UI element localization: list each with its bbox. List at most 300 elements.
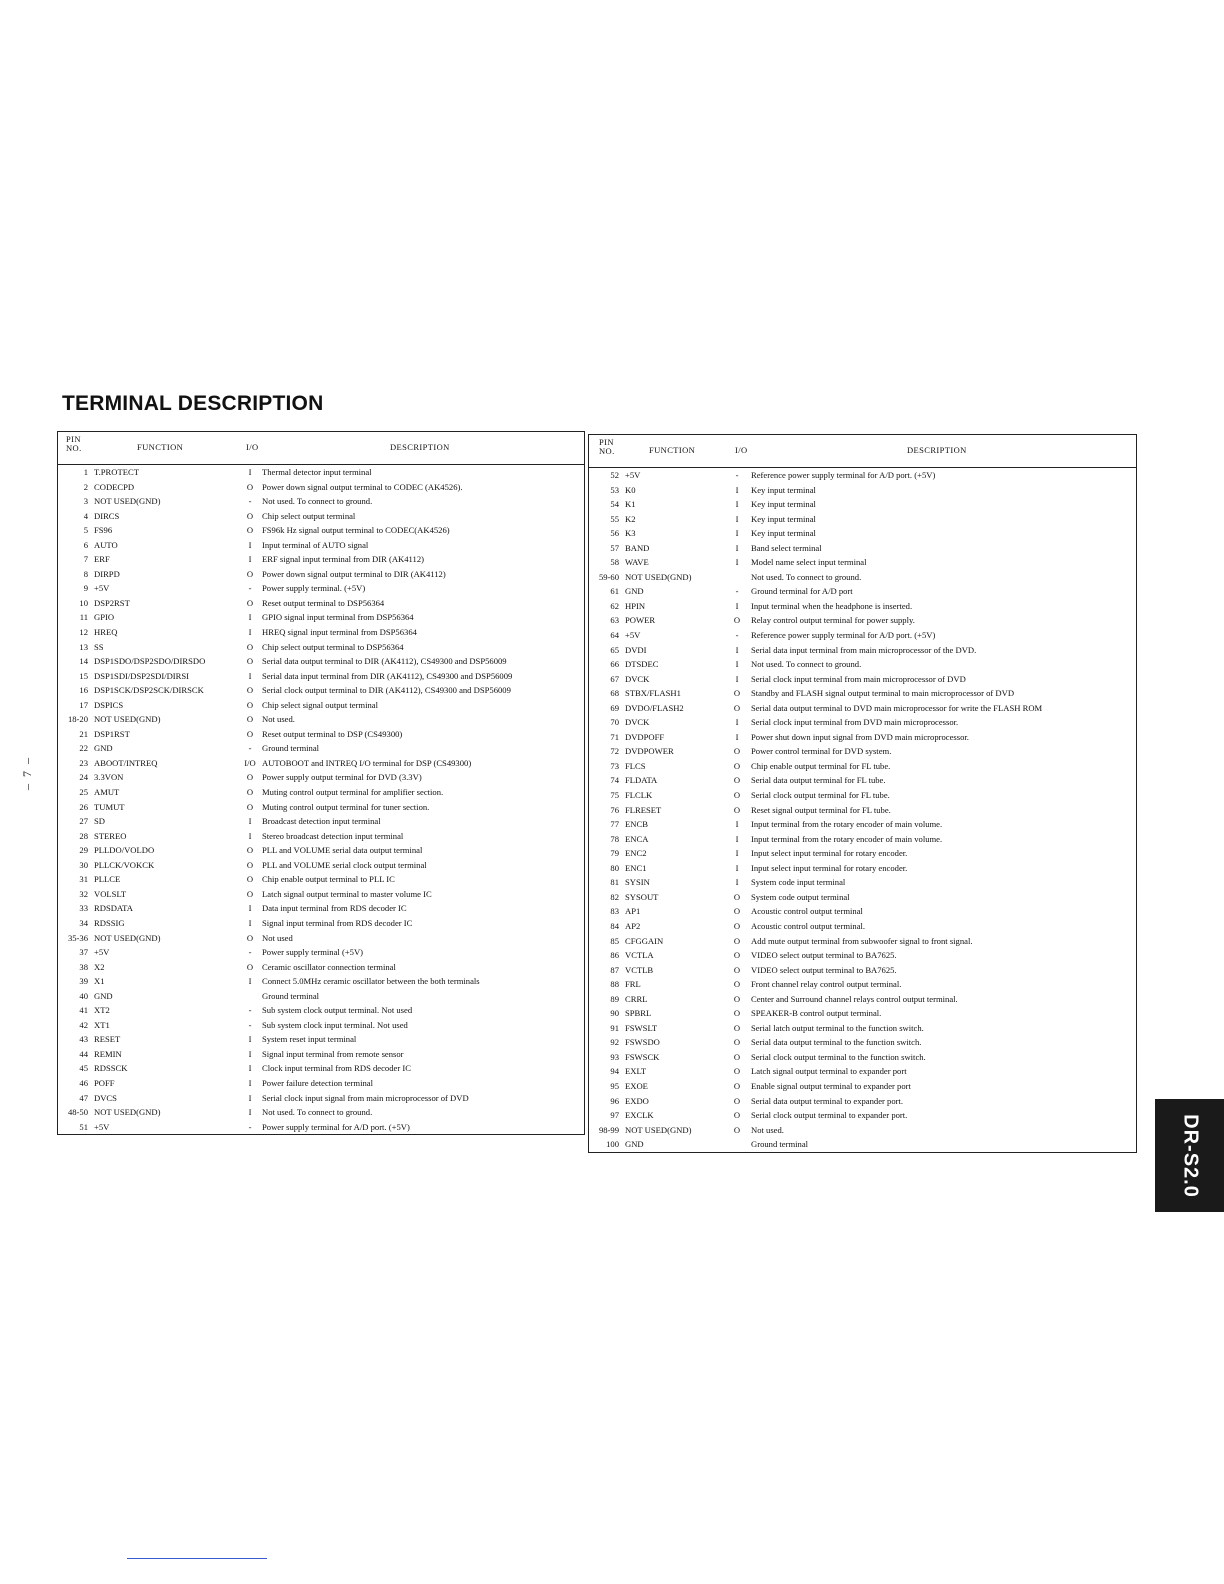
io-cell: O (733, 1124, 741, 1135)
function-cell: ABOOT/INTREQ (94, 757, 158, 768)
pin-cell: 1 (83, 467, 88, 477)
function-cell: RESET (94, 1034, 121, 1045)
description-cell: Center and Surround channel relays control output terminal. (751, 993, 958, 1004)
function-cell: T.PROTECT (94, 467, 139, 477)
function-cell: X1 (94, 976, 105, 987)
io-cell: - (248, 583, 252, 594)
description-cell: Serial data output terminal to the function switch. (751, 1037, 922, 1048)
description-cell: System reset input terminal (262, 1034, 357, 1045)
description-cell: Key input terminal (751, 499, 816, 510)
function-cell: FS96 (94, 525, 113, 536)
function-cell: 3.3VON (94, 772, 124, 783)
table-row (589, 1006, 1136, 1021)
io-cell: I (248, 539, 252, 550)
function-cell: RDSSCK (94, 1063, 128, 1074)
io-cell: I (248, 830, 252, 841)
terminal-table-right (588, 434, 1137, 1153)
function-cell: CODECPD (94, 481, 135, 492)
pin-cell: 57 (610, 542, 619, 553)
table-row (589, 832, 1136, 847)
pin-cell: 82 (610, 891, 619, 902)
pin-cell: 42 (79, 1019, 88, 1030)
io-cell: I (735, 877, 739, 888)
io-cell: O (733, 775, 741, 786)
function-cell: POWER (625, 615, 656, 626)
io-cell: O (733, 746, 741, 757)
table-row (58, 683, 584, 698)
table-row (58, 785, 584, 800)
io-cell: O (733, 906, 741, 917)
pin-cell: 90 (610, 1008, 619, 1019)
header-function: FUNCTION (137, 442, 184, 452)
table-row (589, 992, 1136, 1007)
table-row (589, 919, 1136, 934)
table-row (58, 989, 584, 1004)
function-cell: EXLT (625, 1066, 647, 1077)
table-row (589, 759, 1136, 774)
table-row (589, 1035, 1136, 1050)
table-row (58, 756, 584, 771)
io-cell: O (733, 1080, 741, 1091)
table-row (58, 945, 584, 960)
function-cell: TUMUT (94, 801, 125, 812)
function-cell: CFGGAIN (625, 935, 664, 946)
table-row (58, 974, 584, 989)
function-cell: DSP2RST (94, 597, 130, 608)
io-cell: O (733, 688, 741, 699)
pin-cell: 81 (610, 877, 619, 888)
table-row (58, 654, 584, 669)
table-row (58, 1076, 584, 1091)
io-cell: I (735, 557, 739, 568)
description-cell: Front channel relay control output terminal. (751, 979, 902, 990)
function-cell: K2 (625, 513, 636, 524)
pin-cell: 97 (610, 1110, 619, 1121)
header-io: I/O (246, 442, 259, 452)
function-cell: VOLSLT (94, 888, 127, 899)
function-cell: EXDO (625, 1095, 649, 1106)
description-cell: FS96k Hz signal output terminal to CODEC(AK4526) (262, 525, 450, 536)
io-cell: - (248, 947, 252, 958)
pin-cell: 34 (79, 917, 88, 928)
description-cell: Power control terminal for DVD system. (751, 746, 892, 757)
pin-cell: 73 (610, 760, 619, 771)
table-row (58, 1120, 584, 1135)
function-cell: K1 (625, 499, 636, 510)
table-row (58, 727, 584, 742)
pin-cell: 87 (610, 964, 619, 975)
description-cell: Muting control output terminal for tuner section. (262, 801, 430, 812)
io-cell: O (733, 615, 741, 626)
table-row (589, 730, 1136, 745)
io-cell: I (248, 1034, 252, 1045)
function-cell: DVDPOWER (625, 746, 674, 757)
pin-cell: 24 (79, 772, 88, 783)
table-row (58, 843, 584, 858)
header-description: DESCRIPTION (390, 442, 450, 452)
function-cell: DSP1SCK/DSP2SCK/DIRSCK (94, 685, 204, 696)
pin-cell: 5 (83, 525, 88, 536)
function-cell: RDSDATA (94, 903, 133, 914)
description-cell: Serial clock input terminal from main microprocessor of DVD (751, 673, 966, 684)
description-cell: System code output terminal (751, 891, 850, 902)
io-cell: O (246, 787, 254, 798)
io-cell: - (735, 470, 739, 480)
description-cell: Serial clock output terminal for FL tube. (751, 790, 890, 801)
pin-cell: 41 (79, 1005, 88, 1016)
page-number: – 7 – (20, 756, 34, 790)
table-row (58, 872, 584, 887)
function-cell: K3 (625, 528, 636, 539)
table-row (589, 744, 1136, 759)
description-cell: Not used. (262, 714, 295, 725)
function-cell: +5V (94, 947, 110, 958)
pin-cell: 12 (79, 627, 88, 638)
table-row (58, 480, 584, 495)
header-io: I/O (735, 445, 748, 455)
table-row (58, 800, 584, 815)
pin-cell: 7 (83, 554, 88, 565)
pin-cell: 83 (610, 906, 619, 917)
table-row (58, 1047, 584, 1062)
pin-cell: 37 (79, 947, 88, 958)
description-cell: Ground terminal for A/D port (751, 586, 853, 597)
pin-cell: 68 (610, 688, 619, 699)
io-cell: I (735, 528, 739, 539)
pin-cell: 10 (79, 597, 88, 608)
io-cell: I (735, 717, 739, 728)
table-row (589, 904, 1136, 919)
io-cell: O (733, 1066, 741, 1077)
function-cell: HPIN (625, 600, 646, 611)
model-tab (1155, 1099, 1224, 1212)
pin-cell: 51 (79, 1121, 88, 1132)
io-cell: O (733, 1110, 741, 1121)
table-row (589, 1021, 1136, 1036)
table-row (589, 934, 1136, 949)
header-description: DESCRIPTION (907, 445, 967, 455)
description-cell: Reference power supply terminal for A/D port. (+5V) (751, 630, 936, 641)
table-row (58, 1003, 584, 1018)
table-row (58, 960, 584, 975)
function-cell: VCTLA (625, 950, 654, 961)
pin-cell: 30 (79, 859, 88, 870)
function-cell: FLCLK (625, 790, 653, 801)
description-cell: Model name select input terminal (751, 557, 867, 568)
function-cell: XT2 (94, 1005, 110, 1016)
description-cell: Serial data output terminal to DIR (AK4112), CS49300 and DSP56009 (262, 656, 507, 667)
function-cell: +5V (625, 470, 641, 480)
description-cell: Power failure detection terminal (262, 1077, 373, 1088)
pin-cell: 80 (610, 862, 619, 873)
description-cell: Serial latch output terminal to the function switch. (751, 1022, 924, 1033)
pin-cell: 27 (79, 816, 88, 827)
table-row (589, 497, 1136, 512)
table-row (58, 814, 584, 829)
table-row (589, 584, 1136, 599)
pin-cell: 23 (79, 757, 88, 768)
pin-cell: 96 (610, 1095, 619, 1106)
function-cell: SS (94, 641, 104, 652)
description-cell: Broadcast detection input terminal (262, 816, 381, 827)
table-row (589, 1123, 1136, 1138)
io-cell: I (248, 903, 252, 914)
description-cell: Band select terminal (751, 542, 822, 553)
io-cell: O (246, 772, 254, 783)
io-cell: I (735, 484, 739, 495)
description-cell: Power supply terminal for A/D port. (+5V) (262, 1121, 410, 1132)
function-cell: XT1 (94, 1019, 110, 1030)
pin-cell: 61 (610, 586, 619, 597)
io-cell: O (733, 760, 741, 771)
description-cell: Input select input terminal for rotary encoder. (751, 848, 908, 859)
description-cell: Not used. To connect to ground. (262, 1107, 373, 1118)
table-row (58, 1061, 584, 1076)
pin-cell: 46 (79, 1077, 88, 1088)
description-cell: Input terminal from the rotary encoder of main volume. (751, 819, 943, 830)
function-cell: NOT USED(GND) (625, 1124, 692, 1135)
function-cell: FLRESET (625, 804, 662, 815)
description-cell: PLL and VOLUME serial clock output terminal (262, 859, 427, 870)
table-row (589, 628, 1136, 643)
function-cell: +5V (625, 630, 641, 641)
function-cell: DIRCS (94, 510, 120, 521)
function-cell: FRL (625, 979, 641, 990)
pin-cell: 77 (610, 819, 619, 830)
io-cell: I (735, 513, 739, 524)
description-cell: ERF signal input terminal from DIR (AK4112) (262, 554, 424, 565)
table-body (58, 465, 584, 1134)
table-row (589, 701, 1136, 716)
function-cell: DVDI (625, 644, 647, 655)
description-cell: AUTOBOOT and INTREQ I/O terminal for DSP (CS49300) (262, 757, 472, 768)
function-cell: DVCS (94, 1092, 117, 1103)
function-cell: GND (94, 990, 113, 1001)
function-cell: VCTLB (625, 964, 654, 975)
table-row (589, 773, 1136, 788)
table-row (58, 509, 584, 524)
pin-cell: 16 (79, 685, 88, 696)
table-row (589, 1050, 1136, 1065)
description-cell: Enable signal output terminal to expander port (751, 1080, 911, 1091)
table-row (589, 555, 1136, 570)
io-cell: O (733, 891, 741, 902)
pin-cell: 63 (610, 615, 619, 626)
pin-cell: 14 (79, 656, 88, 667)
function-cell: STBX/FLASH1 (625, 688, 681, 699)
table-row (58, 552, 584, 567)
table-row (58, 770, 584, 785)
table-row (58, 698, 584, 713)
pin-cell: 98-99 (598, 1124, 619, 1135)
io-cell: O (246, 525, 254, 536)
description-cell: Input terminal when the headphone is inserted. (751, 600, 913, 611)
table-row (58, 712, 584, 727)
description-cell: Add mute output terminal from subwoofer signal to front signal. (751, 935, 973, 946)
table-row (58, 931, 584, 946)
table-row (58, 610, 584, 625)
description-cell: Acoustic control output terminal (751, 906, 863, 917)
io-cell: O (733, 979, 741, 990)
table-row (58, 494, 584, 509)
function-cell: +5V (94, 1121, 110, 1132)
pin-cell: 54 (610, 499, 619, 510)
io-cell: I (248, 670, 252, 681)
table-row (589, 1137, 1136, 1152)
function-cell: NOT USED(GND) (94, 714, 161, 725)
description-cell: Acoustic control output terminal. (751, 920, 866, 931)
pin-cell: 88 (610, 979, 619, 990)
pin-cell: 52 (610, 470, 619, 480)
function-cell: DSP1SDO/DSP2SDO/DIRSDO (94, 656, 206, 667)
pin-cell: 26 (79, 801, 88, 812)
description-cell: Not used (262, 932, 293, 943)
function-cell: FLDATA (625, 775, 658, 786)
description-cell: Input terminal from the rotary encoder of main volume. (751, 833, 943, 844)
io-cell: O (246, 699, 254, 710)
description-cell: Reset output terminal to DSP (CS49300) (262, 728, 403, 739)
table-row (589, 890, 1136, 905)
table-row (58, 523, 584, 538)
function-cell: NOT USED(GND) (94, 496, 161, 507)
function-cell: X2 (94, 961, 105, 972)
table-row (58, 538, 584, 553)
function-cell: GPIO (94, 612, 115, 623)
table-row (58, 1032, 584, 1047)
description-cell: Power supply terminal. (+5V) (262, 583, 366, 594)
description-cell: Serial clock output terminal to expander port. (751, 1110, 908, 1121)
description-cell: GPIO signal input terminal from DSP56364 (262, 612, 414, 623)
pin-cell: 53 (610, 484, 619, 495)
pin-cell: 22 (79, 743, 88, 754)
function-cell: FLCS (625, 760, 646, 771)
function-cell: AMUT (94, 787, 120, 798)
table-row (589, 715, 1136, 730)
table-row (589, 672, 1136, 687)
io-cell: I (248, 917, 252, 928)
description-cell: Stereo broadcast detection input terminal (262, 830, 404, 841)
table-row (58, 887, 584, 902)
table-row (589, 817, 1136, 832)
io-cell: I (735, 833, 739, 844)
function-cell: NOT USED(GND) (94, 932, 161, 943)
pin-cell: 92 (610, 1037, 619, 1048)
description-cell: Clock input terminal from RDS decoder IC (262, 1063, 411, 1074)
description-cell: Chip enable output terminal for FL tube. (751, 760, 891, 771)
io-cell: I (735, 644, 739, 655)
description-cell: Relay control output terminal for power supply. (751, 615, 915, 626)
table-row (58, 581, 584, 596)
io-cell: I (248, 816, 252, 827)
io-cell: O (246, 568, 254, 579)
function-cell: WAVE (625, 557, 649, 568)
pin-cell: 3 (83, 496, 88, 507)
io-cell: I (248, 1092, 252, 1103)
function-cell: BAND (625, 542, 650, 553)
function-cell: DVCK (625, 717, 650, 728)
io-cell: O (246, 961, 254, 972)
function-cell: DIRPD (94, 568, 120, 579)
table-row (589, 526, 1136, 541)
header-pin: PIN NO. (66, 434, 82, 453)
pin-cell: 76 (610, 804, 619, 815)
table-row (589, 861, 1136, 876)
pin-cell: 31 (79, 874, 88, 885)
io-cell: - (248, 1005, 252, 1016)
io-cell: O (246, 481, 254, 492)
function-cell: SYSIN (625, 877, 650, 888)
description-cell: Data input terminal from RDS decoder IC (262, 903, 407, 914)
description-cell: PLL and VOLUME serial data output terminal (262, 845, 423, 856)
table-row (589, 512, 1136, 527)
pin-cell: 75 (610, 790, 619, 801)
pin-cell: 6 (83, 539, 88, 550)
pin-cell: 58 (610, 557, 619, 568)
description-cell: Power supply output terminal for DVD (3.3V) (262, 772, 422, 783)
table-row (589, 613, 1136, 628)
table-row (58, 916, 584, 931)
description-cell: Ground terminal (262, 990, 320, 1001)
description-cell: HREQ signal input terminal from DSP56364 (262, 627, 417, 638)
pin-cell: 29 (79, 845, 88, 856)
pin-cell: 64 (610, 630, 619, 641)
pin-cell: 62 (610, 600, 619, 611)
pin-cell: 25 (79, 787, 88, 798)
model-label: DR-S2.0 (1179, 1113, 1201, 1198)
table-row (589, 875, 1136, 890)
description-cell: Serial clock input terminal from DVD main microprocessor. (751, 717, 959, 728)
io-cell: I (248, 1048, 252, 1059)
function-cell: DSP1RST (94, 728, 130, 739)
description-cell: VIDEO select output terminal to BA7625. (751, 950, 897, 961)
description-cell: SPEAKER-B control output terminal. (751, 1008, 882, 1019)
io-cell: O (733, 1051, 741, 1062)
function-cell: PLLCE (94, 874, 121, 885)
table-row (589, 599, 1136, 614)
function-cell: EXOE (625, 1080, 648, 1091)
pin-cell: 43 (79, 1034, 88, 1045)
function-cell: DVDPOFF (625, 731, 665, 742)
description-cell: Chip select output terminal (262, 510, 356, 521)
description-cell: Serial data output terminal to DVD main microprocessor for write the FLASH ROM (751, 702, 1043, 713)
pin-cell: 59-60 (598, 571, 619, 582)
io-cell: O (246, 859, 254, 870)
function-cell: AP1 (625, 906, 641, 917)
function-cell: SD (94, 816, 105, 827)
io-cell: O (246, 656, 254, 667)
table-row (589, 963, 1136, 978)
description-cell: Not used. To connect to ground. (751, 571, 862, 582)
function-cell: ENCB (625, 819, 648, 830)
pin-cell: 66 (610, 659, 619, 670)
pin-cell: 4 (83, 510, 88, 521)
function-cell: ENC2 (625, 848, 647, 859)
function-cell: ENCA (625, 833, 649, 844)
pin-cell: 39 (79, 976, 88, 987)
pin-cell: 56 (610, 528, 619, 539)
table-row (58, 829, 584, 844)
pin-cell: 2 (83, 481, 88, 492)
pin-cell: 28 (79, 830, 88, 841)
pin-cell: 21 (79, 728, 88, 739)
pin-cell: 44 (79, 1048, 88, 1059)
pin-cell: 17 (79, 699, 88, 710)
io-cell: I (735, 600, 739, 611)
io-cell: O (246, 932, 254, 943)
io-cell: - (735, 586, 739, 597)
pin-cell: 79 (610, 848, 619, 859)
io-cell: - (248, 1121, 252, 1132)
